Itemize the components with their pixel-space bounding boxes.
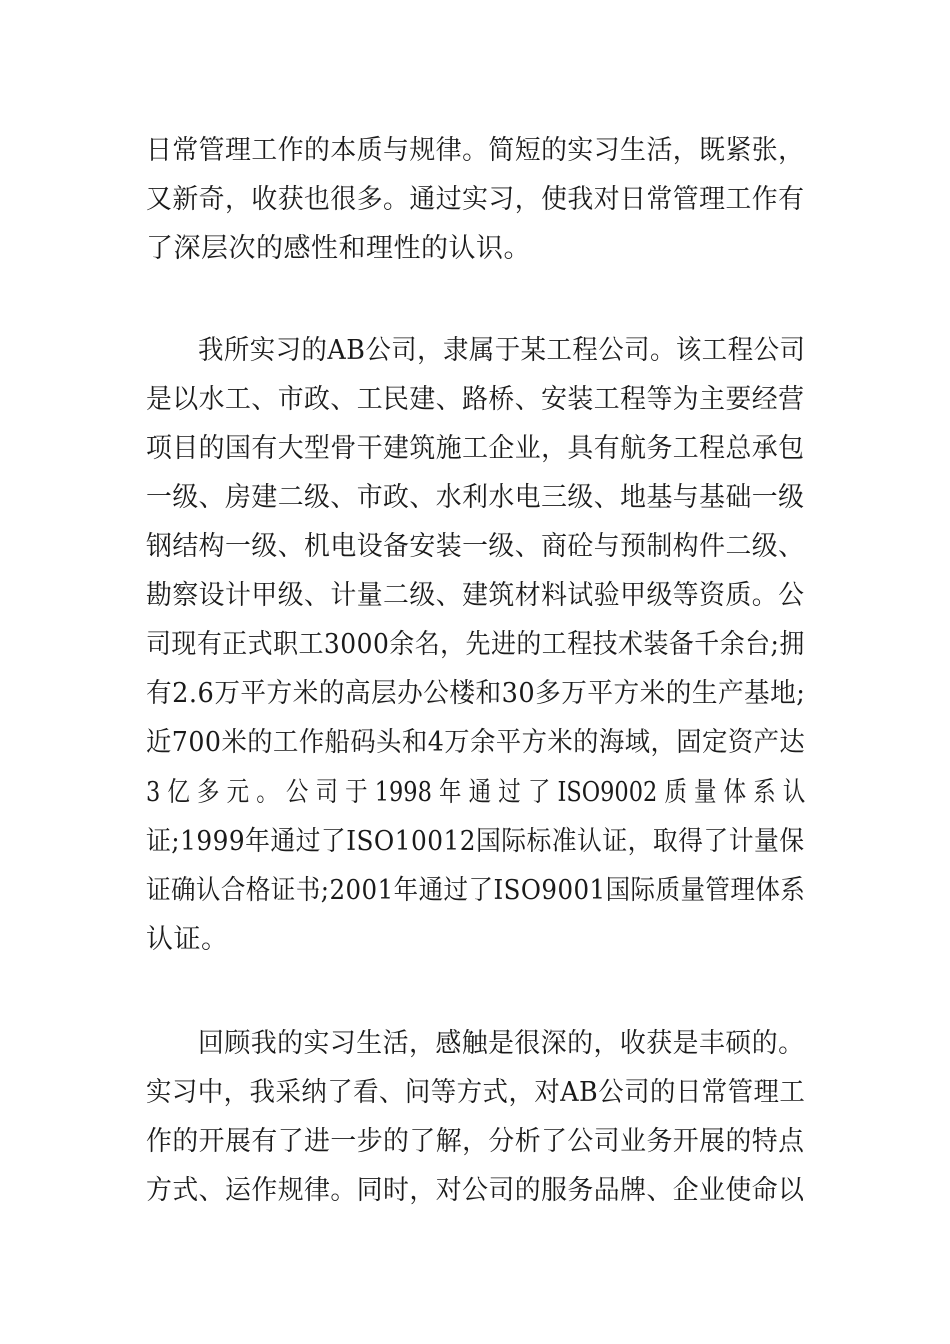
paragraph-line: 又新奇，收获也很多。通过实习，使我对日常管理工作有	[146, 184, 805, 215]
paragraph-line: 我所实习的AB公司，隶属于某工程公司。该工程公司	[198, 335, 806, 366]
paragraph-line: 项目的国有大型骨干建筑施工企业，具有航务工程总承包	[146, 433, 805, 464]
paragraph-line: 了深层次的感性和理性的认识。	[146, 233, 531, 264]
paragraph-line: 近700米的工作船码头和4万余平方米的海域，固定资产达	[146, 727, 806, 758]
paragraph-line: 回顾我的实习生活，感触是很深的，收获是丰硕的。	[198, 1028, 805, 1059]
paragraph-line: 一级、房建二级、市政、水利水电三级、地基与基础一级	[146, 482, 805, 513]
paragraph-line: 认证。	[146, 924, 229, 955]
paragraph-line: 勘察设计甲级、计量二级、建筑材料试验甲级等资质。公	[146, 580, 805, 611]
paragraph-line: 钢结构一级、机电设备安装一级、商砼与预制构件二级、	[146, 531, 805, 562]
paragraph-line: 方式、运作规律。同时，对公司的服务品牌、企业使命以	[146, 1175, 805, 1206]
paragraph-line: 司现有正式职工3000余名，先进的工程技术装备千余台;拥	[146, 629, 805, 660]
paragraph-line: 实习中，我采纳了看、问等方式，对AB公司的日常管理工	[146, 1077, 806, 1108]
paragraph-line: 日常管理工作的本质与规律。简短的实习生活，既紧张，	[146, 135, 805, 166]
paragraph-line: 是以水工、市政、工民建、路桥、安装工程等为主要经营	[146, 384, 805, 415]
paragraph-line: 有2.6万平方米的高层办公楼和30多万平方米的生产基地;	[146, 678, 806, 709]
paragraph-line: 3 亿 多 元 。 公 司 于 1998 年 通 过 了 ISO9002 质 量 体 系 认	[146, 777, 806, 808]
paragraph-line: 证;1999年通过了ISO10012国际标准认证，取得了计量保	[146, 826, 805, 857]
paragraph-line: 作的开展有了进一步的了解，分析了公司业务开展的特点	[146, 1126, 805, 1157]
paragraph-line: 证确认合格证书;2001年通过了ISO9001国际质量管理体系	[146, 875, 806, 906]
